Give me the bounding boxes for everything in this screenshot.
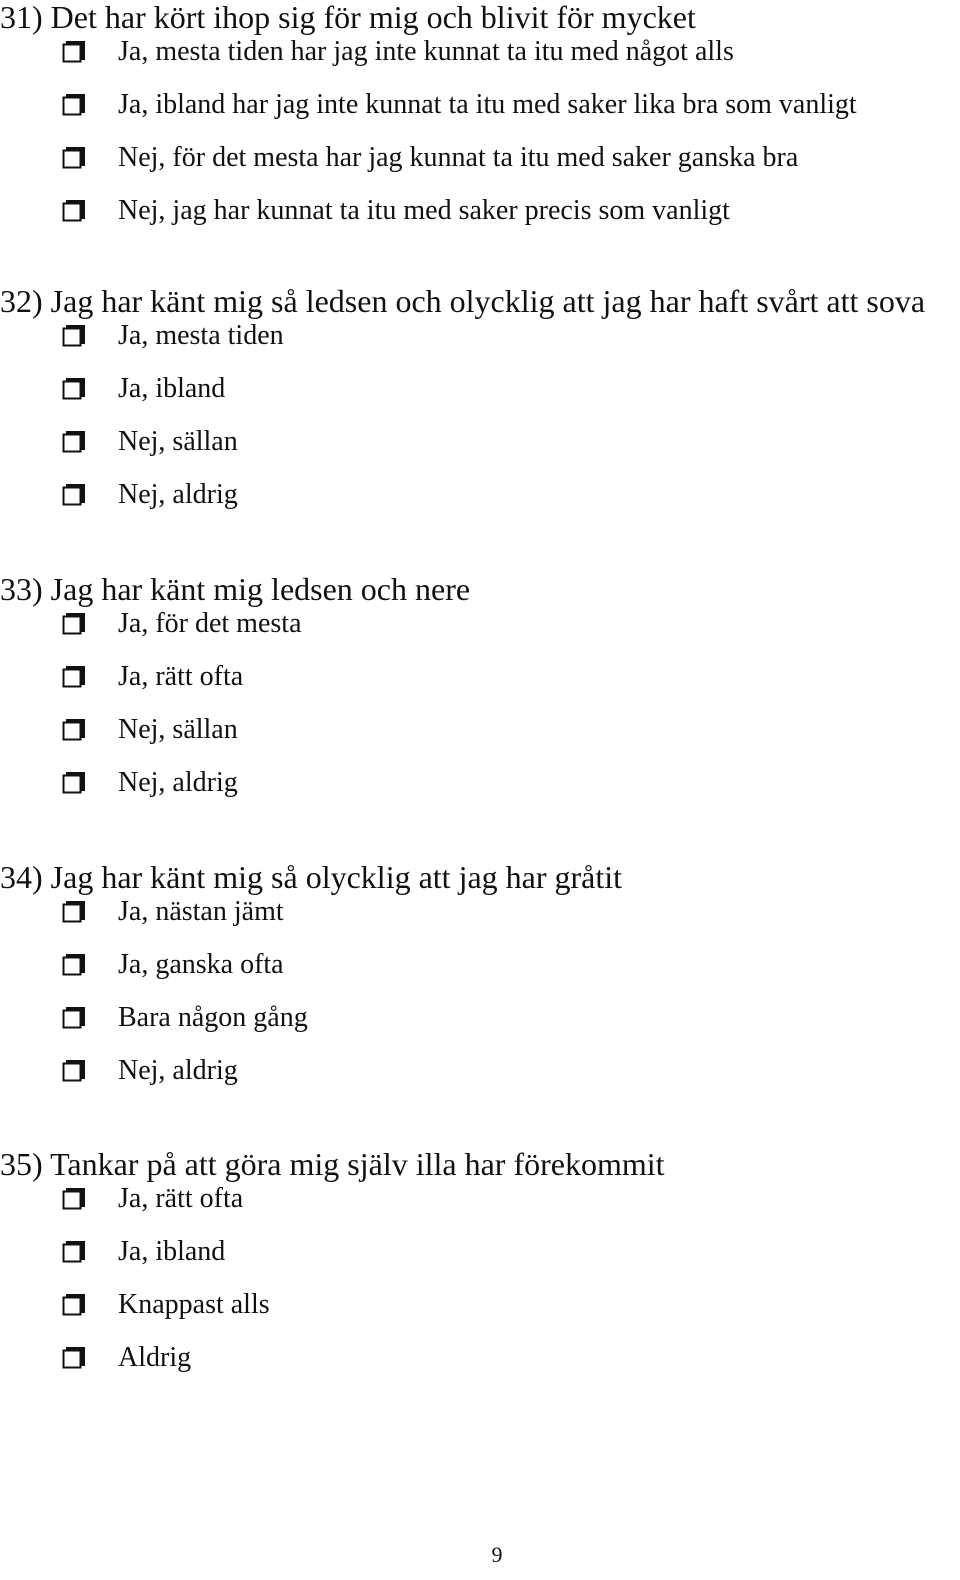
checkbox-icon[interactable]: [62, 324, 86, 348]
answer-option[interactable]: [0, 608, 960, 648]
answer-option-label: Nej, aldrig: [118, 1055, 238, 1086]
answer-option[interactable]: [0, 426, 960, 466]
answer-option[interactable]: [0, 36, 960, 76]
answer-option[interactable]: [0, 195, 960, 235]
answer-option-label: Ja, för det mesta: [118, 608, 302, 639]
answer-option[interactable]: [0, 714, 960, 754]
question-title: 32) Jag har känt mig så ledsen och olycklig att jag har haft svårt att sova: [0, 283, 926, 319]
answer-option-label: Nej, aldrig: [118, 767, 238, 798]
page-number: 9: [491, 1542, 503, 1567]
answer-option-label: Nej, jag har kunnat ta itu med saker precis som vanligt: [118, 195, 730, 226]
answer-option[interactable]: [0, 89, 960, 129]
answer-option-label: Ja, rätt ofta: [118, 661, 244, 692]
answer-option-label: Ja, ibland: [118, 1236, 226, 1267]
answer-option[interactable]: [0, 1183, 960, 1223]
answer-option[interactable]: [0, 1055, 960, 1095]
checkbox-icon[interactable]: [62, 900, 86, 924]
answer-option-label: Ja, ibland har jag inte kunnat ta itu med saker lika bra som vanligt: [118, 89, 857, 120]
checkbox-icon[interactable]: [62, 1240, 86, 1264]
answer-option[interactable]: [0, 767, 960, 807]
question-title: 35) Tankar på att göra mig själv illa har förekommit: [0, 1146, 665, 1182]
question-title: 33) Jag har känt mig ledsen och nere: [0, 571, 471, 607]
answer-option[interactable]: [0, 661, 960, 701]
answer-option-label: Ja, rätt ofta: [118, 1183, 244, 1214]
answer-option[interactable]: [0, 1289, 960, 1329]
checkbox-icon[interactable]: [62, 1187, 86, 1211]
checkbox-icon[interactable]: [62, 40, 86, 64]
answer-option-label: Nej, sällan: [118, 426, 238, 457]
answer-option[interactable]: [0, 1236, 960, 1276]
answer-option-label: Ja, mesta tiden: [118, 320, 284, 351]
checkbox-icon[interactable]: [62, 377, 86, 401]
answer-option[interactable]: [0, 1002, 960, 1042]
answer-option-label: Nej, sällan: [118, 714, 238, 745]
answer-option[interactable]: [0, 949, 960, 989]
answer-option-label: Aldrig: [118, 1342, 192, 1373]
answer-option[interactable]: [0, 320, 960, 360]
checkbox-icon[interactable]: [62, 430, 86, 454]
checkbox-icon[interactable]: [62, 199, 86, 223]
answer-option-label: Ja, ganska ofta: [118, 949, 284, 980]
checkbox-icon[interactable]: [62, 665, 86, 689]
answer-option[interactable]: [0, 1342, 960, 1382]
answer-option-label: Knappast alls: [118, 1289, 270, 1320]
answer-option-label: Nej, för det mesta har jag kunnat ta itu med saker ganska bra: [118, 142, 799, 173]
checkbox-icon[interactable]: [62, 483, 86, 507]
answer-option-label: Bara någon gång: [118, 1002, 308, 1033]
checkbox-icon[interactable]: [62, 93, 86, 117]
checkbox-icon[interactable]: [62, 612, 86, 636]
answer-option[interactable]: [0, 142, 960, 182]
checkbox-icon[interactable]: [62, 1059, 86, 1083]
checkbox-icon[interactable]: [62, 1293, 86, 1317]
checkbox-icon[interactable]: [62, 718, 86, 742]
checkbox-icon[interactable]: [62, 771, 86, 795]
answer-option-label: Ja, ibland: [118, 373, 226, 404]
checkbox-icon[interactable]: [62, 953, 86, 977]
question-title: 34) Jag har känt mig så olycklig att jag har gråtit: [0, 859, 623, 895]
checkbox-icon[interactable]: [62, 146, 86, 170]
answer-option[interactable]: [0, 479, 960, 519]
checkbox-icon[interactable]: [62, 1006, 86, 1030]
answer-option-label: Ja, nästan jämt: [118, 896, 284, 927]
answer-option[interactable]: [0, 373, 960, 413]
answer-option[interactable]: [0, 896, 960, 936]
checkbox-icon[interactable]: [62, 1346, 86, 1370]
answer-option-label: Ja, mesta tiden har jag inte kunnat ta itu med något alls: [118, 36, 734, 67]
question-title: 31) Det har kört ihop sig för mig och blivit för mycket: [0, 0, 696, 35]
answer-option-label: Nej, aldrig: [118, 479, 238, 510]
